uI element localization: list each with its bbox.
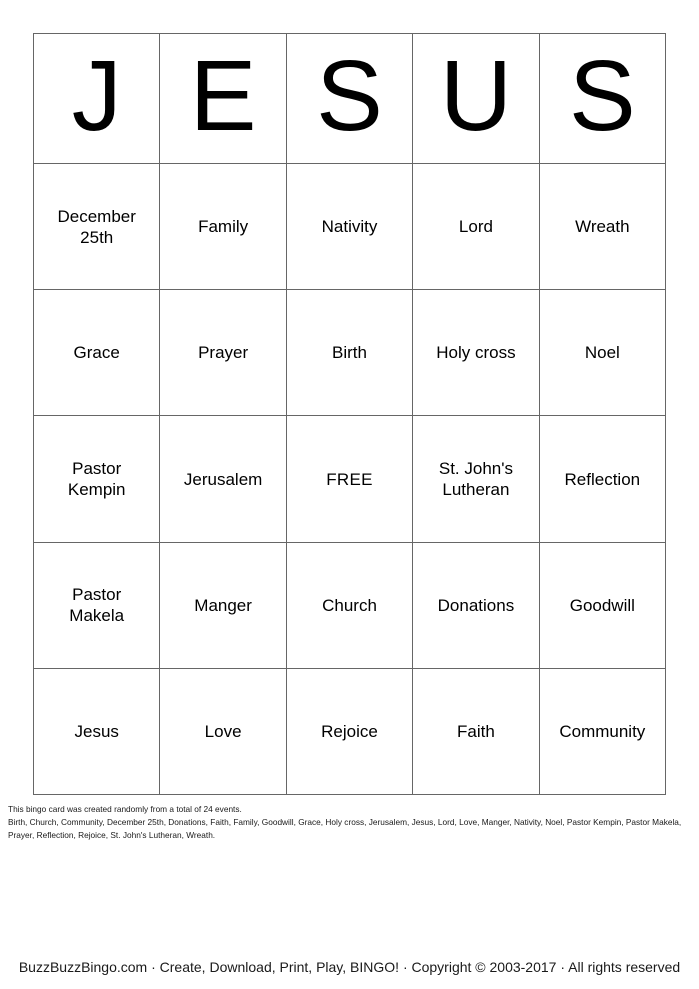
fineprint-summary: This bingo card was created randomly from a total of 24 events. — [8, 804, 242, 814]
bingo-cell-label: Prayer — [198, 343, 249, 363]
bingo-cell-label: Pastor Kempin — [67, 459, 126, 499]
bingo-cell[interactable] — [540, 164, 666, 290]
bingo-cell-label: FREE — [326, 469, 373, 489]
bingo-cell-label: Holy cross — [436, 343, 516, 363]
bingo-cell-label: Manger — [194, 595, 252, 615]
bingo-cell-label: Community — [559, 721, 646, 741]
bingo-cell[interactable] — [413, 416, 539, 542]
bingo-cell[interactable] — [287, 164, 413, 290]
bingo-row — [34, 669, 666, 795]
bingo-cell-label: Rejoice — [321, 721, 378, 741]
bingo-cell[interactable] — [34, 416, 160, 542]
bingo-cell[interactable] — [413, 290, 539, 416]
bingo-row — [34, 164, 666, 290]
header-letter-4: U — [413, 34, 539, 164]
bingo-cell-label: December 25th — [57, 206, 136, 247]
bingo-cell[interactable] — [413, 543, 539, 669]
fineprint — [8, 803, 691, 842]
bingo-cell-label: Lord — [458, 217, 493, 237]
bingo-cell[interactable] — [34, 164, 160, 290]
bingo-cell[interactable] — [413, 669, 539, 795]
bingo-header-row — [34, 34, 666, 164]
bingo-cell[interactable] — [160, 543, 286, 669]
bingo-cell[interactable] — [540, 416, 666, 542]
bingo-cell[interactable] — [287, 669, 413, 795]
header-letter-1: J — [34, 34, 160, 164]
bingo-cell-label: St. John's Lutheran — [438, 459, 513, 499]
bingo-cell[interactable] — [34, 543, 160, 669]
bingo-cell-label: Jesus — [74, 721, 119, 741]
bingo-cell[interactable] — [34, 669, 160, 795]
bingo-cell-label: Goodwill — [569, 595, 635, 615]
bingo-cell-label: Donations — [437, 595, 515, 615]
bingo-cell[interactable] — [413, 164, 539, 290]
bingo-cell-label: Church — [322, 595, 377, 615]
bingo-card-grid — [33, 33, 666, 795]
bingo-row — [34, 416, 666, 542]
bingo-cell-label: Faith — [457, 721, 495, 741]
bingo-grid-body — [34, 164, 666, 795]
bingo-cell-label: Pastor Makela — [69, 585, 125, 626]
bingo-cell-label: Grace — [73, 343, 120, 363]
bingo-cell-label: Nativity — [321, 217, 378, 237]
bingo-cell[interactable] — [287, 290, 413, 416]
bingo-cell[interactable] — [160, 416, 286, 542]
bingo-cell-label: Jerusalem — [183, 469, 263, 489]
bingo-cell[interactable] — [540, 290, 666, 416]
bingo-cell-label: Noel — [584, 343, 620, 363]
bingo-cell-label: Wreath — [575, 217, 630, 237]
bingo-cell[interactable] — [160, 164, 286, 290]
bingo-row — [34, 290, 666, 416]
bingo-cell-label: Love — [204, 721, 242, 741]
bingo-cell-label: Birth — [332, 343, 367, 363]
bingo-cell[interactable] — [34, 290, 160, 416]
bingo-cell[interactable] — [540, 669, 666, 795]
header-letter-2: E — [160, 34, 286, 164]
fineprint-event-list: Birth, Church, Community, December 25th, Donations, Faith, Family, Goodwill, Grace, Holy cross, Jerusalem, Jesus, Lord, Love, Manger, Nativity, Noel, Pastor Kempin, Pastor Makela, Prayer, Reflection, Rejoice, St. John's Lutheran, Wreath. — [8, 817, 682, 840]
header-letter-5: S — [540, 34, 666, 164]
bingo-row — [34, 543, 666, 669]
bingo-cell-label: Family — [198, 217, 249, 237]
footer-credit: BuzzBuzzBingo.com · Create, Download, Print, Play, BINGO! · Copyright © 2003-2017 · All rights reserved — [18, 959, 681, 975]
header-letter-3: S — [287, 34, 413, 164]
bingo-cell-free[interactable] — [287, 416, 413, 542]
bingo-cell[interactable] — [287, 543, 413, 669]
bingo-cell-label: Reflection — [564, 469, 641, 489]
bingo-cell[interactable] — [160, 290, 286, 416]
bingo-cell[interactable] — [540, 543, 666, 669]
bingo-cell[interactable] — [160, 669, 286, 795]
